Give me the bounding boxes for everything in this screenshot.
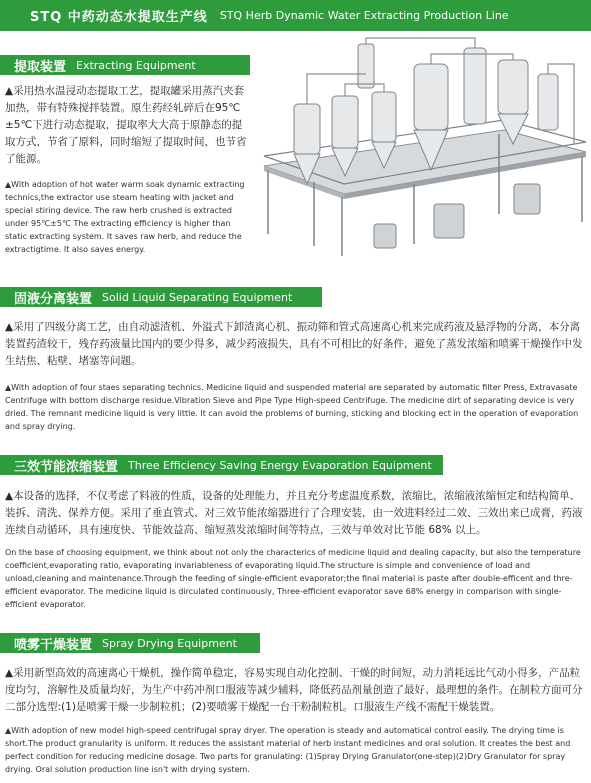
spray-drying-text-en: ▲With adoption of new model high-speed centrifugal spray dryer. The operation is steady and automatical control easily. The drying time is short.The product granularity is uniform. It reduces the assistant material of herb instant medicines and oral solution. It creates the best and perfect condition for reducing medicine dosage. Two parts for granulating: (1)Spray Drying Granulator(one-step)(2)Dry Granulator for spray drying. Oral solution production line isn't with drying system. (5, 726, 571, 774)
extracting-text-en: ▲With adoption of hot water warm soak dynamic extracting technics,the extractor use steam heating with jacket and special stiring device. The raw herb crushed is extracted under 95℃±5℃ The extracting efficiency is higher than static extracting system. It saves raw herb, and reduce the extractigtime. It also saves energy. (5, 180, 245, 254)
section-header-evaporation (0, 455, 443, 475)
solid-liquid-text-cn: ▲采用了四级分离工艺，由自动滤渣机、外溢式下卸渣离心机、振动筛和管式高速离心机来完成药液及悬浮物的分离，本分离装置药渣较干，残存药液量比国内的要少得多，减少药液损失，具有不可相比的好条件，避免了蒸发浓缩和喷雾干燥操作中发生结焦、粘壁、堵塞等问题。 (5, 321, 583, 367)
section-header-extracting (0, 55, 250, 75)
section-header-spray-drying (0, 633, 260, 653)
section-title-cn: 固液分离装置 (14, 291, 93, 307)
section-title-en: Spray Drying Equipment (102, 636, 237, 650)
production-line-illustration (254, 34, 589, 259)
solid-liquid-text-en: ▲With adoption of four staes separating technics. Medicine liquid and suspended material are separated by automatic filter Press, Extravasate Centrifuge with bottom discharge residue.Vibration Sieve and Pipe Type High-speed Centrifuge. The medicine dirt of separating device is very dried. The remnant medicine liquid is very little. It can avoid the problems of burning, sticking and blocking ect in the operation of evaporation and spray drying. (5, 383, 579, 431)
spray-drying-text-cn: ▲采用新型高效的高速离心干燥机，操作简单稳定，容易实现自动化控制、干燥的时间短，动力消耗远比气动小得多，产品粒度均匀，溶解性及质量均好，为生产中药冲剂口服液等减少辅料，降低药品剂量创造了最好、最理想的条件。在制粒方面可分二部分选型:(1)是喷雾干燥一步制粒机；(2)要喷雾干燥配一台干粉制粒机。口服液生产线不需配干燥装置。 (5, 667, 583, 713)
evaporation-text-cn: ▲本设备的选择，不仅考虑了料液的性质，设备的处理能力，并且充分考虑温度系数，浓缩比，浓缩液浓缩恒定和结构简单、装拆、清洗、保养方便。采用了垂直管式、对三效节能浓缩器进行了合理安装，由一效进料经过二效、三效出来已成膏，药液连续自动循环，具有速度快、节能效益高、缩短蒸发浓缩时间等特点，三效与单效对比节能 68% 以上。 (5, 490, 583, 536)
extracting-text-cn: ▲采用热水温浸动态提取工艺，提取罐采用蒸汽夹套加热，带有特殊搅拌装置。原生药经轧碎后在95℃±5℃下进行动态提取，提取率大大高于原静态的提取方式，节省了原料，同时缩短了提取时间，也节省了能源。 (5, 85, 247, 165)
section-title-en: Extracting Equipment (76, 58, 196, 72)
section-title-cn: 喷雾干燥装置 (14, 637, 93, 653)
page-title-cn: STQ 中药动态水提取生产线 (30, 10, 208, 25)
page-title-en: STQ Herb Dynamic Water Extracting Production Line (219, 9, 509, 22)
evaporation-text-en: On the base of choosing equipment, we think about not only the characterics of medicine liquid and dealing capacity, but also the temperature coefficient,evaporating ratio, evaporating invariableness of evaporating liquid.The structure is simple and convenience of load and unload,cleaning and maintenance.Through the feeding of single-efficient evaporator;the final material is paste after double-efficent and thre-efficient evaporator. The medicine liquid is dirculated continuously, Three-efficient evaporator save 68% energy in comparison with single-efficient evaporator. (5, 548, 581, 609)
page-title-bar (0, 0, 591, 31)
section-header-solid-liquid (0, 287, 322, 307)
section-title-cn: 提取装置 (14, 59, 67, 75)
section-title-cn: 三效节能浓缩装置 (14, 459, 119, 475)
section-title-en: Three Efficiency Saving Energy Evaporation Equipment (128, 458, 432, 472)
section-title-en: Solid Liquid Separating Equipment (102, 290, 293, 304)
